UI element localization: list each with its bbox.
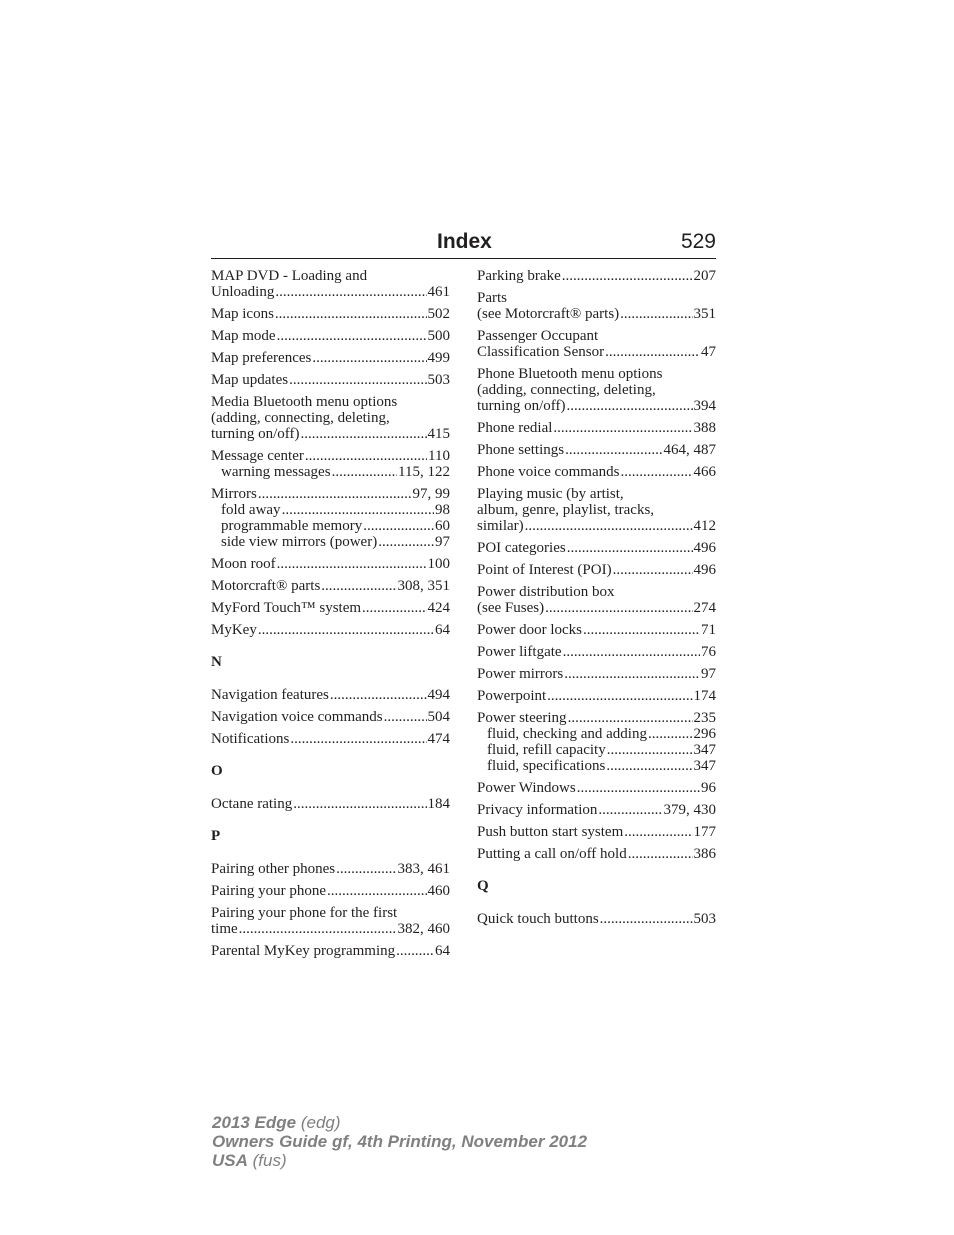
dot-leader [293, 796, 426, 812]
index-entry-line [477, 420, 716, 436]
footer-model-code: (edg) [300, 1113, 341, 1132]
index-term: Phone Bluetooth menu options [477, 366, 663, 382]
dot-leader [300, 426, 426, 442]
index-page-ref: 64 [435, 943, 450, 959]
dot-leader [605, 344, 700, 360]
dot-leader [613, 562, 693, 578]
footer-printing: Owners Guide gf, 4th Printing, November 2012 [212, 1132, 588, 1151]
index-entry [477, 486, 716, 534]
dot-leader [396, 943, 434, 959]
dot-leader [384, 709, 427, 725]
index-entry-line [477, 486, 716, 502]
dot-leader [305, 448, 427, 464]
dot-leader [607, 742, 693, 758]
index-page-ref: 496 [693, 562, 716, 578]
index-page-ref: 415 [427, 426, 450, 442]
dot-leader [565, 442, 662, 458]
index-subentry-line [477, 758, 716, 774]
index-entry-line [477, 540, 716, 556]
index-entry-line [211, 943, 450, 959]
page-title: Index [437, 230, 492, 253]
index-term: Parking brake [477, 268, 561, 284]
dot-leader [258, 622, 434, 638]
index-entry-line [211, 328, 450, 344]
index-term: programmable memory [221, 518, 363, 534]
dot-leader [239, 921, 397, 937]
dot-leader [275, 306, 427, 322]
index-entry [477, 622, 716, 638]
index-entry-line [477, 290, 716, 306]
dot-leader [327, 883, 427, 899]
index-entry [477, 290, 716, 322]
index-entry [211, 709, 450, 725]
index-entry-line [477, 464, 716, 480]
index-page-ref: 494 [427, 687, 450, 703]
dot-leader [563, 644, 700, 660]
dot-leader [583, 622, 700, 638]
index-entry-line [477, 780, 716, 796]
index-page-ref: 97 [435, 534, 450, 550]
index-page-ref: 388 [693, 420, 716, 436]
index-entry [211, 600, 450, 616]
index-entry [211, 622, 450, 638]
index-entry [211, 687, 450, 703]
page-number: 529 [680, 230, 716, 253]
index-entry [477, 666, 716, 682]
dot-leader [648, 726, 693, 742]
dot-leader [600, 911, 693, 927]
index-term: album, genre, playlist, tracks, [477, 502, 655, 518]
index-entry-line [477, 666, 716, 682]
index-term: Parts [477, 290, 507, 306]
index-section-letter: Q [477, 878, 489, 894]
index-entry [477, 464, 716, 480]
index-term: (adding, connecting, deleting, [211, 410, 390, 426]
index-entry-line [477, 911, 716, 927]
index-entry-line [211, 709, 450, 725]
index-page-ref: 177 [693, 824, 716, 840]
index-term: Powerpoint [477, 688, 547, 704]
index-entry-line [477, 398, 716, 414]
dot-leader [547, 688, 692, 704]
footer-line-2 [212, 1132, 587, 1151]
index-page-ref: 110 [428, 448, 450, 464]
index-term: turning on/off) [477, 398, 566, 414]
dot-leader [577, 780, 700, 796]
index-term: Notifications [211, 731, 290, 747]
index-entry-line [477, 442, 716, 458]
index-term: Playing music (by artist, [477, 486, 624, 502]
index-page-ref: 351 [693, 306, 716, 322]
index-term: Phone settings [477, 442, 565, 458]
page-header [211, 228, 716, 259]
index-section-letter: P [211, 828, 221, 844]
index-entry [477, 328, 716, 360]
index-term: fluid, checking and adding [487, 726, 647, 742]
index-entry [211, 350, 450, 366]
index-term: Navigation voice commands [211, 709, 383, 725]
index-entry-line [211, 731, 450, 747]
index-entry-line [211, 284, 450, 300]
index-entry [477, 584, 716, 616]
dot-leader [321, 578, 396, 594]
index-entry [211, 883, 450, 899]
index-term: fluid, refill capacity [487, 742, 606, 758]
index-term: POI categories [477, 540, 566, 556]
index-page-ref: 174 [693, 688, 716, 704]
dot-leader [336, 861, 396, 877]
index-page-ref: 424 [427, 600, 450, 616]
dot-leader [606, 758, 692, 774]
index-entry [477, 911, 716, 927]
dot-leader [277, 328, 427, 344]
index-page-ref: 500 [427, 328, 450, 344]
index-entry [211, 731, 450, 747]
index-page-ref: 308, 351 [397, 578, 450, 594]
index-entry-line [211, 796, 450, 812]
index-entry-line [477, 382, 716, 398]
index-page-ref: 503 [693, 911, 716, 927]
index-page-ref: 71 [701, 622, 716, 638]
dot-leader [332, 464, 397, 480]
index-term: Power Windows [477, 780, 576, 796]
dot-leader [363, 518, 434, 534]
index-page-ref: 394 [693, 398, 716, 414]
index-entry-line [477, 502, 716, 518]
index-page-ref: 347 [693, 758, 716, 774]
index-term: fluid, specifications [487, 758, 606, 774]
dot-leader [525, 518, 693, 534]
index-entry [211, 796, 450, 812]
index-entry-line [477, 562, 716, 578]
index-term: Power steering [477, 710, 567, 726]
index-term: Point of Interest (POI) [477, 562, 612, 578]
index-entry-line [211, 486, 450, 502]
index-term: Map icons [211, 306, 274, 322]
index-entry [211, 578, 450, 594]
index-page-ref: 464, 487 [663, 442, 716, 458]
index-page-ref: 382, 460 [397, 921, 450, 937]
dot-leader [282, 502, 434, 518]
dot-leader [289, 372, 426, 388]
index-term: Pairing other phones [211, 861, 336, 877]
index-column-left [211, 268, 450, 965]
index-entry-line [211, 306, 450, 322]
index-page-ref: 379, 430 [663, 802, 716, 818]
dot-leader [258, 486, 412, 502]
index-term: MAP DVD - Loading and [211, 268, 368, 284]
index-term: Power mirrors [477, 666, 564, 682]
index-subentry-line [477, 742, 716, 758]
index-entry-line [477, 344, 716, 360]
index-page-ref: 98 [435, 502, 450, 518]
index-entry [477, 644, 716, 660]
index-page-ref: 503 [427, 372, 450, 388]
index-term: (see Motorcraft® parts) [477, 306, 620, 322]
index-page-ref: 64 [435, 622, 450, 638]
index-term: Push button start system [477, 824, 624, 840]
index-page-ref: 496 [693, 540, 716, 556]
dot-leader [628, 846, 693, 862]
index-entry-line [477, 584, 716, 600]
index-entry [477, 562, 716, 578]
index-page-ref: 386 [693, 846, 716, 862]
index-term: MyKey [211, 622, 257, 638]
index-entry [477, 710, 716, 774]
index-page-ref: 47 [701, 344, 716, 360]
index-entry-line [211, 448, 450, 464]
index-term: Phone redial [477, 420, 553, 436]
index-term: Moon roof [211, 556, 276, 572]
index-subentry-line [211, 464, 450, 480]
index-entry-line [477, 710, 716, 726]
dot-leader [620, 306, 692, 322]
index-term: warning messages [221, 464, 331, 480]
dot-leader [624, 824, 692, 840]
index-entry-line [211, 578, 450, 594]
index-entry [211, 448, 450, 480]
index-entry [477, 420, 716, 436]
index-term: Octane rating [211, 796, 293, 812]
index-entry [477, 442, 716, 458]
dot-leader [312, 350, 426, 366]
index-page-ref: 383, 461 [397, 861, 450, 877]
index-page-ref: 296 [693, 726, 716, 742]
index-page-ref: 97 [701, 666, 716, 682]
index-term: Phone voice commands [477, 464, 620, 480]
index-term: Pairing your phone [211, 883, 326, 899]
index-page-ref: 76 [701, 644, 716, 660]
index-entry [211, 556, 450, 572]
index-term: Passenger Occupant [477, 328, 599, 344]
index-term: fold away [221, 502, 281, 518]
index-term: Motorcraft® parts [211, 578, 321, 594]
index-entry [211, 372, 450, 388]
index-entry-line [211, 556, 450, 572]
index-term: Power liftgate [477, 644, 562, 660]
index-entry-line [477, 268, 716, 284]
dot-leader [568, 710, 693, 726]
index-term: Mirrors [211, 486, 257, 502]
index-term: Privacy information [477, 802, 598, 818]
index-term: Map mode [211, 328, 276, 344]
index-entry-line [477, 688, 716, 704]
index-term: (adding, connecting, deleting, [477, 382, 656, 398]
index-entry-line [211, 372, 450, 388]
index-entry [477, 268, 716, 284]
index-entry [477, 780, 716, 796]
index-section-letter: O [211, 763, 223, 779]
index-term: Navigation features [211, 687, 329, 703]
dot-leader [564, 666, 700, 682]
footer-line-1 [212, 1113, 587, 1132]
index-term: Message center [211, 448, 304, 464]
index-page-ref: 460 [427, 883, 450, 899]
index-page-ref: 274 [693, 600, 716, 616]
index-entry-line [477, 622, 716, 638]
index-entry [211, 328, 450, 344]
dot-leader [562, 268, 693, 284]
footer-line-3 [212, 1151, 587, 1170]
index-subentry-line [211, 502, 450, 518]
index-entry-line [477, 644, 716, 660]
index-term: Putting a call on/off hold [477, 846, 627, 862]
index-entry-line [211, 687, 450, 703]
index-page-ref: 504 [427, 709, 450, 725]
index-entry [211, 861, 450, 877]
index-page-ref: 207 [693, 268, 716, 284]
index-entry-line [477, 328, 716, 344]
page-footer [212, 1113, 587, 1170]
index-page-ref: 461 [427, 284, 450, 300]
index-term: Classification Sensor [477, 344, 605, 360]
index-entry-line [477, 802, 716, 818]
index-entry-line [211, 600, 450, 616]
index-page-ref: 115, 122 [398, 464, 450, 480]
index-term: (see Fuses) [477, 600, 545, 616]
index-column-right [477, 268, 716, 933]
index-entry-line [211, 622, 450, 638]
index-entry [211, 394, 450, 442]
dot-leader [378, 534, 434, 550]
index-entry-line [477, 600, 716, 616]
index-entry-line [477, 846, 716, 862]
index-term: similar) [477, 518, 524, 534]
index-term: MyFord Touch™ system [211, 600, 362, 616]
index-entry [211, 905, 450, 937]
dot-leader [545, 600, 692, 616]
dot-leader [330, 687, 427, 703]
index-entry-line [477, 306, 716, 322]
index-entry-line [477, 366, 716, 382]
dot-leader [620, 464, 692, 480]
index-page-ref: 184 [427, 796, 450, 812]
index-page-ref: 502 [427, 306, 450, 322]
index-section-letter: N [211, 654, 222, 670]
index-term: time [211, 921, 238, 937]
index-term: Media Bluetooth menu options [211, 394, 398, 410]
index-term: Quick touch buttons [477, 911, 599, 927]
index-entry-line [211, 883, 450, 899]
index-term: Parental MyKey programming [211, 943, 396, 959]
index-term: Power door locks [477, 622, 582, 638]
index-page-ref: 347 [693, 742, 716, 758]
dot-leader [277, 556, 427, 572]
index-page-ref: 235 [693, 710, 716, 726]
dot-leader [290, 731, 426, 747]
index-entry [477, 846, 716, 862]
dot-leader [553, 420, 692, 436]
index-entry-line [211, 905, 450, 921]
index-entry-line [211, 268, 450, 284]
index-term: Map preferences [211, 350, 312, 366]
dot-leader [362, 600, 426, 616]
index-entry [477, 824, 716, 840]
dot-leader [275, 284, 426, 300]
footer-market: USA [212, 1151, 248, 1170]
index-term: side view mirrors (power) [221, 534, 378, 550]
index-term: turning on/off) [211, 426, 300, 442]
index-page-ref: 474 [427, 731, 450, 747]
index-subentry-line [477, 726, 716, 742]
index-term: Unloading [211, 284, 275, 300]
footer-market-code: (fus) [252, 1151, 287, 1170]
index-entry [477, 540, 716, 556]
index-term: Power distribution box [477, 584, 615, 600]
index-entry-line [211, 350, 450, 366]
index-page-ref: 96 [701, 780, 716, 796]
index-entry [477, 802, 716, 818]
index-subentry-line [211, 518, 450, 534]
index-page-ref: 499 [427, 350, 450, 366]
index-entry-line [211, 394, 450, 410]
index-page-ref: 97, 99 [412, 486, 450, 502]
index-term: Pairing your phone for the first [211, 905, 398, 921]
index-term: Map updates [211, 372, 289, 388]
index-entry [211, 943, 450, 959]
index-entry [211, 486, 450, 550]
index-subentry-line [211, 534, 450, 550]
footer-model: 2013 Edge [212, 1113, 297, 1132]
index-entry-line [211, 861, 450, 877]
index-page-ref: 466 [693, 464, 716, 480]
dot-leader [598, 802, 662, 818]
index-entry [477, 366, 716, 414]
index-entry-line [211, 426, 450, 442]
index-page-ref: 60 [435, 518, 450, 534]
index-entry-line [211, 410, 450, 426]
index-page-ref: 100 [427, 556, 450, 572]
index-entry-line [477, 824, 716, 840]
index-entry-line [211, 921, 450, 937]
index-page-ref: 412 [693, 518, 716, 534]
index-entry [211, 306, 450, 322]
index-entry [477, 688, 716, 704]
index-entry-line [477, 518, 716, 534]
dot-leader [566, 398, 692, 414]
index-entry [211, 268, 450, 300]
dot-leader [567, 540, 693, 556]
